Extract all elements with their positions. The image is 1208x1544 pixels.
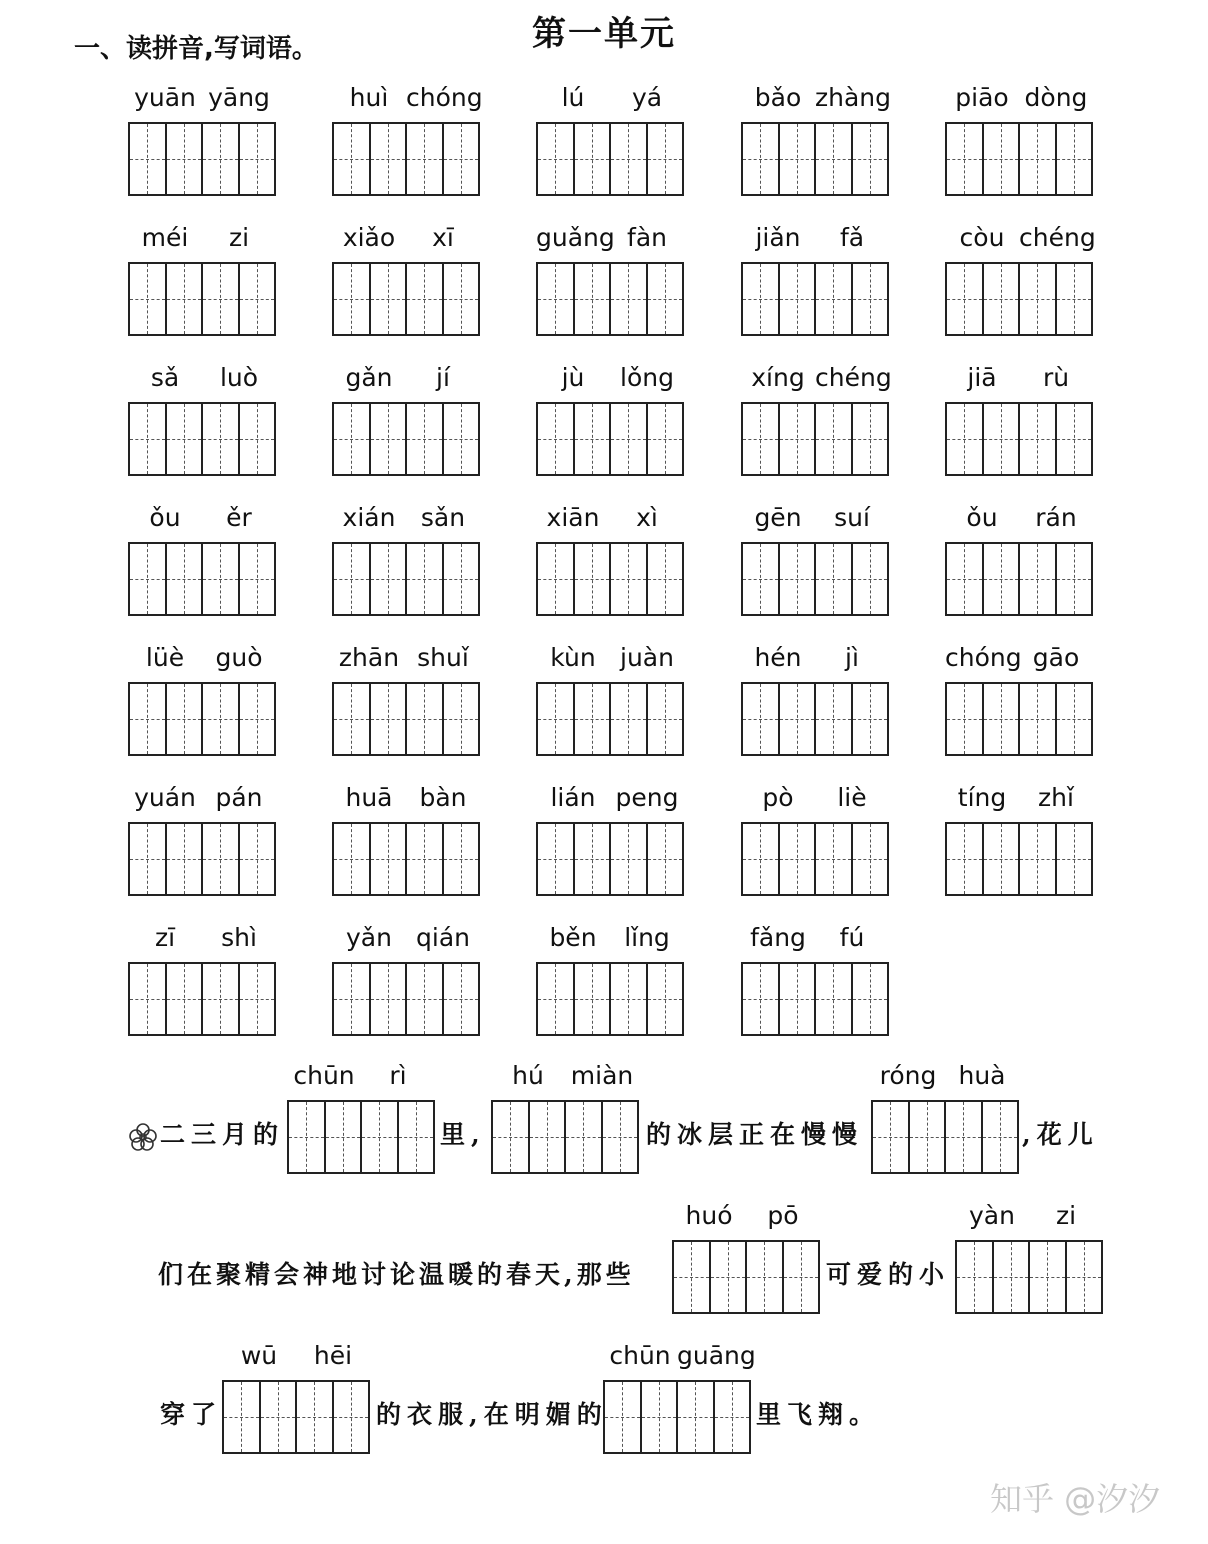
pinyin-label xyxy=(128,922,278,954)
pinyin-syllable: jù xyxy=(561,363,585,392)
word-item xyxy=(945,82,1095,194)
section-heading: 一、读拼音,写词语。 xyxy=(74,34,318,64)
word-item xyxy=(332,222,482,334)
word-item xyxy=(128,362,278,474)
pinyin-syllable: lǐng xyxy=(624,923,670,952)
word-item xyxy=(128,502,278,614)
pinyin-syllable: xián xyxy=(342,503,396,532)
pinyin-syllable: zhàng xyxy=(815,83,892,112)
pinyin-label xyxy=(536,922,686,954)
pinyin-syllable: fǎng xyxy=(750,923,806,952)
pinyin-syllable: chóng xyxy=(406,83,483,112)
pinyin-label xyxy=(741,362,891,394)
word-item xyxy=(536,222,686,334)
pinyin-syllable: jiā xyxy=(967,363,997,392)
pinyin-syllable: guǎng xyxy=(536,223,615,252)
pinyin-syllable: zi xyxy=(228,223,250,252)
pinyin-syllable: hén xyxy=(754,643,802,672)
pinyin-syllable: gēn xyxy=(754,503,802,532)
word-item xyxy=(741,82,891,194)
pinyin-syllable: méi xyxy=(141,223,189,252)
pinyin-label xyxy=(128,782,278,814)
tianzige-box[interactable] xyxy=(536,822,684,896)
pinyin-label xyxy=(741,82,891,114)
tianzige-box[interactable] xyxy=(332,822,480,896)
pinyin-syllable: miàn xyxy=(570,1061,634,1090)
word-item xyxy=(536,642,686,754)
pinyin-label xyxy=(128,362,278,394)
pinyin-syllable: fàn xyxy=(627,223,667,252)
pinyin-label xyxy=(536,222,686,254)
pinyin-label xyxy=(536,782,686,814)
pinyin-syllable: fǎ xyxy=(839,223,865,252)
word-item xyxy=(945,362,1095,474)
passage-text: 的冰层正在慢慢 xyxy=(646,1120,864,1149)
word-item xyxy=(332,642,482,754)
tianzige-box[interactable] xyxy=(128,682,276,756)
passage-text: 二三月的 xyxy=(160,1120,285,1149)
tianzige-box[interactable] xyxy=(741,262,889,336)
word-item xyxy=(945,642,1095,754)
word-item xyxy=(741,922,891,1034)
pinyin-syllable: guāng xyxy=(677,1341,756,1370)
pinyin-label xyxy=(945,362,1095,394)
tianzige-box[interactable] xyxy=(741,402,889,476)
pinyin-syllable: juàn xyxy=(620,643,674,672)
pinyin-syllable: hú xyxy=(512,1061,544,1090)
passage-text: 们在聚精会神地讨论温暖的春天,那些 xyxy=(158,1260,635,1289)
tianzige-box[interactable] xyxy=(128,962,276,1036)
pinyin-label xyxy=(332,222,482,254)
pinyin-syllable: yàn xyxy=(969,1201,1015,1230)
pinyin-syllable: rán xyxy=(1035,503,1077,532)
pinyin-label xyxy=(332,82,482,114)
pinyin-syllable: chūn xyxy=(293,1061,355,1090)
flower-icon xyxy=(128,1122,158,1152)
page-title: 第一单元 xyxy=(532,14,676,54)
pinyin-syllable: rù xyxy=(1042,363,1070,392)
pinyin-syllable: běn xyxy=(549,923,597,952)
pinyin-label xyxy=(128,502,278,534)
pinyin-syllable: qián xyxy=(416,923,470,952)
pinyin-label xyxy=(945,82,1095,114)
passage-blank xyxy=(871,1060,1021,1172)
tianzige-box[interactable] xyxy=(945,822,1093,896)
pinyin-syllable: jiǎn xyxy=(755,223,801,252)
tianzige-box[interactable] xyxy=(945,262,1093,336)
pinyin-syllable: huā xyxy=(345,783,393,812)
pinyin-syllable: yǎn xyxy=(346,923,392,952)
pinyin-label xyxy=(332,642,482,674)
pinyin-syllable: xì xyxy=(636,503,658,532)
word-item xyxy=(536,782,686,894)
tianzige-box[interactable] xyxy=(332,262,480,336)
pinyin-syllable: chéng xyxy=(1019,223,1096,252)
tianzige-box[interactable] xyxy=(332,682,480,756)
pinyin-syllable: xiǎo xyxy=(342,223,396,252)
passage-blank xyxy=(222,1340,372,1452)
pinyin-syllable: shuǐ xyxy=(417,643,469,672)
pinyin-label xyxy=(128,642,278,674)
pinyin-syllable: sǎn xyxy=(420,503,466,532)
word-item xyxy=(536,922,686,1034)
pinyin-syllable: xī xyxy=(432,223,454,252)
tianzige-box[interactable] xyxy=(945,122,1093,196)
pinyin-syllable: gāo xyxy=(1032,643,1080,672)
pinyin-label xyxy=(128,82,278,114)
word-item xyxy=(332,502,482,614)
pinyin-syllable: lüè xyxy=(145,643,185,672)
word-item xyxy=(128,782,278,894)
tianzige-box[interactable] xyxy=(945,542,1093,616)
tianzige-box[interactable] xyxy=(128,122,276,196)
tianzige-box[interactable] xyxy=(536,122,684,196)
pinyin-syllable: ǒu xyxy=(149,503,181,532)
pinyin-syllable: sǎ xyxy=(150,363,180,392)
tianzige-box[interactable] xyxy=(332,402,480,476)
passage-text: 里, xyxy=(440,1120,486,1149)
watermark: 知乎 @汐汐 xyxy=(990,1480,1161,1518)
word-item xyxy=(332,782,482,894)
pinyin-syllable: dòng xyxy=(1024,83,1088,112)
passage-text: 可爱的小 xyxy=(826,1260,951,1289)
pinyin-label xyxy=(128,222,278,254)
tianzige-box[interactable] xyxy=(128,402,276,476)
pinyin-syllable: bǎo xyxy=(754,83,802,112)
pinyin-syllable: jì xyxy=(845,643,859,672)
tianzige-box[interactable] xyxy=(332,962,480,1036)
pinyin-syllable: còu xyxy=(959,223,1005,252)
tianzige-box[interactable] xyxy=(332,122,480,196)
word-item xyxy=(741,502,891,614)
passage-blank xyxy=(491,1060,641,1172)
pinyin-syllable: fú xyxy=(839,923,865,952)
pinyin-syllable: pán xyxy=(215,783,263,812)
pinyin-label xyxy=(332,502,482,534)
passage-blank xyxy=(955,1200,1105,1312)
pinyin-syllable: yuán xyxy=(134,783,196,812)
tianzige-box[interactable] xyxy=(536,402,684,476)
pinyin-label xyxy=(741,782,891,814)
word-item xyxy=(536,362,686,474)
pinyin-syllable: yá xyxy=(631,83,663,112)
pinyin-syllable: suí xyxy=(834,503,870,532)
pinyin-syllable: xiān xyxy=(546,503,600,532)
pinyin-label xyxy=(332,922,482,954)
pinyin-syllable: pò xyxy=(762,783,794,812)
pinyin-label xyxy=(945,502,1095,534)
pinyin-syllable: piāo xyxy=(955,83,1009,112)
pinyin-label xyxy=(741,642,891,674)
pinyin-syllable: chūn xyxy=(609,1341,671,1370)
pinyin-label xyxy=(741,222,891,254)
pinyin-syllable: kùn xyxy=(550,643,596,672)
passage-blank xyxy=(287,1060,437,1172)
pinyin-syllable: huì xyxy=(349,83,389,112)
tianzige-box[interactable] xyxy=(128,822,276,896)
pinyin-label xyxy=(536,82,686,114)
passage-text: 里飞翔。 xyxy=(756,1400,881,1429)
tianzige-box[interactable] xyxy=(741,962,889,1036)
word-item xyxy=(128,922,278,1034)
pinyin-syllable: lián xyxy=(550,783,596,812)
pinyin-syllable: chóng xyxy=(945,643,1022,672)
pinyin-syllable: rì xyxy=(389,1061,407,1090)
pinyin-syllable: wū xyxy=(240,1341,278,1370)
pinyin-syllable: yāng xyxy=(208,83,270,112)
pinyin-syllable: ěr xyxy=(226,503,252,532)
pinyin-syllable: huà xyxy=(958,1061,1006,1090)
pinyin-label xyxy=(741,502,891,534)
passage-blank xyxy=(603,1340,756,1452)
pinyin-label xyxy=(536,502,686,534)
passage-text: 的衣服,在明媚的 xyxy=(376,1400,608,1429)
word-item xyxy=(741,222,891,334)
pinyin-label xyxy=(332,362,482,394)
pinyin-syllable: hēi xyxy=(313,1341,353,1370)
pinyin-label xyxy=(741,922,891,954)
word-item xyxy=(945,222,1095,334)
tianzige-box[interactable] xyxy=(536,542,684,616)
tianzige-box[interactable] xyxy=(741,682,889,756)
pinyin-syllable: guò xyxy=(215,643,263,672)
pinyin-label xyxy=(945,642,1095,674)
pinyin-syllable: luò xyxy=(219,363,259,392)
tianzige-box[interactable] xyxy=(332,542,480,616)
pinyin-syllable: gǎn xyxy=(345,363,393,392)
pinyin-syllable: pō xyxy=(767,1201,799,1230)
pinyin-syllable: zi xyxy=(1055,1201,1077,1230)
pinyin-syllable: bàn xyxy=(419,783,467,812)
pinyin-label xyxy=(536,362,686,394)
word-item xyxy=(128,82,278,194)
tianzige-box[interactable] xyxy=(128,542,276,616)
tianzige-box[interactable] xyxy=(536,682,684,756)
pinyin-label xyxy=(536,642,686,674)
pinyin-syllable: huó xyxy=(685,1201,733,1230)
word-item xyxy=(332,362,482,474)
passage-blank xyxy=(672,1200,822,1312)
tianzige-box[interactable] xyxy=(536,262,684,336)
pinyin-syllable: chéng xyxy=(815,363,892,392)
tianzige-box[interactable] xyxy=(741,122,889,196)
word-item xyxy=(128,222,278,334)
pinyin-syllable: róng xyxy=(879,1061,937,1090)
tianzige-box[interactable] xyxy=(945,682,1093,756)
word-item xyxy=(741,642,891,754)
pinyin-syllable: lú xyxy=(561,83,585,112)
word-item xyxy=(741,362,891,474)
word-item xyxy=(332,82,482,194)
tianzige-box[interactable] xyxy=(945,402,1093,476)
word-item xyxy=(536,502,686,614)
pinyin-syllable: lǒng xyxy=(620,363,674,392)
word-item xyxy=(536,82,686,194)
pinyin-label xyxy=(945,782,1095,814)
passage-text: 穿了 xyxy=(160,1400,223,1429)
word-item xyxy=(945,502,1095,614)
pinyin-label xyxy=(332,782,482,814)
pinyin-label xyxy=(945,222,1095,254)
pinyin-syllable: zhān xyxy=(338,643,400,672)
pinyin-syllable: liè xyxy=(837,783,867,812)
word-item xyxy=(128,642,278,754)
pinyin-syllable: zī xyxy=(154,923,176,952)
pinyin-syllable: zhǐ xyxy=(1038,783,1074,812)
word-item xyxy=(945,782,1095,894)
pinyin-syllable: ǒu xyxy=(966,503,998,532)
pinyin-syllable: shì xyxy=(221,923,257,952)
tianzige-box[interactable] xyxy=(741,542,889,616)
pinyin-syllable: tíng xyxy=(957,783,1007,812)
tianzige-box[interactable] xyxy=(536,962,684,1036)
pinyin-syllable: yuān xyxy=(134,83,196,112)
pinyin-syllable: xíng xyxy=(751,363,805,392)
pinyin-syllable: peng xyxy=(615,783,679,812)
tianzige-box[interactable] xyxy=(128,262,276,336)
passage-text: ,花儿 xyxy=(1022,1120,1099,1149)
word-item xyxy=(741,782,891,894)
tianzige-box[interactable] xyxy=(741,822,889,896)
word-item xyxy=(332,922,482,1034)
pinyin-syllable: jí xyxy=(436,363,450,392)
